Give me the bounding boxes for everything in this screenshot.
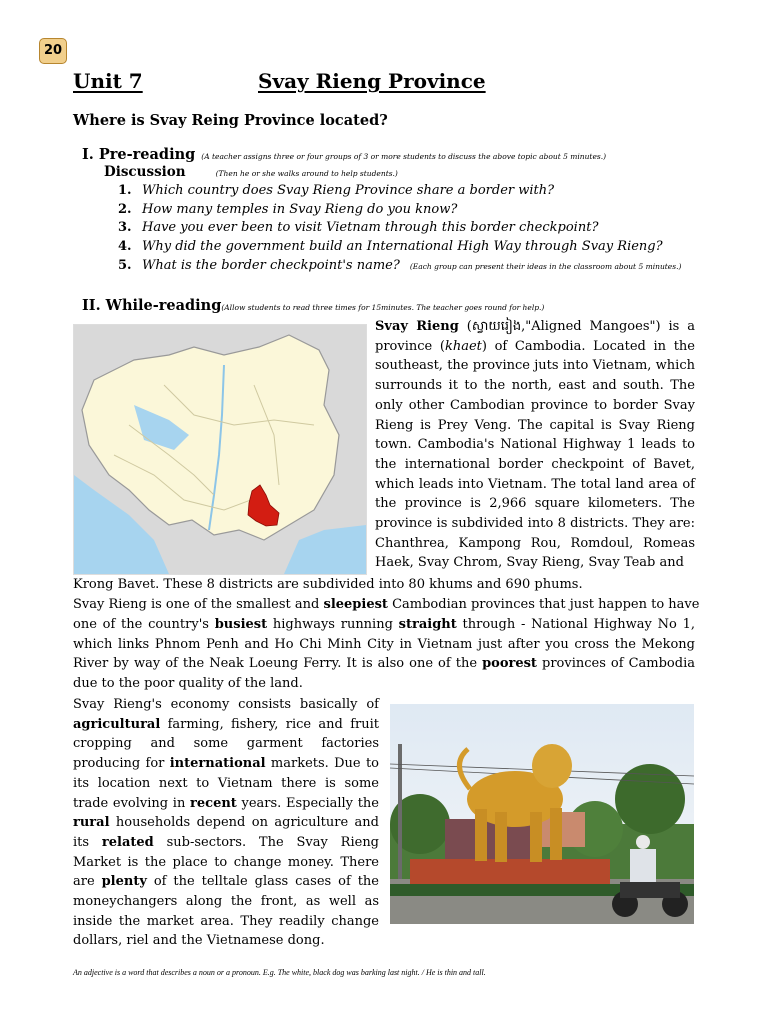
list-item: 1. Which country does Svay Rieng Province share a border with? xyxy=(118,183,555,198)
cambodia-map-image xyxy=(73,324,367,575)
page-number-badge: 20 xyxy=(39,38,67,64)
pre-reading-questions xyxy=(118,183,681,276)
list-item: 3. Have you ever been to visit Vietnam through this border checkpoint? xyxy=(118,220,599,236)
paragraph-2-line: Svay Rieng is one of the smallest and sleepiest Cambodian provinces that just happen to have xyxy=(73,597,700,612)
paragraph-2-line: one of the country's busiest highways running straight through - National Highway No 1, xyxy=(73,617,695,632)
paragraph-2-line: River by way of the Neak Loeung Ferry. It is also one of the poorest provinces of Cambodia xyxy=(73,656,695,671)
group-present-note: (Each group can present their ideas in the classroom about 5 minutes.) xyxy=(409,261,682,271)
while-reading-heading xyxy=(82,297,544,314)
pre-reading-note: (A teacher assigns three or four groups of 3 or more students to discuss the above topic about 5 minutes.) xyxy=(201,152,607,161)
unit-label: Unit 7 xyxy=(73,69,143,93)
intro-paragraph: Svay Rieng (ស្វាយរៀង,"Aligned Mangoes") is a province (khaet) of Cambodia. Located in the southeast, the province juts into Vietnam, which surrounds it to the north, east and south. The only other Cambodian province to border Svay Rieng is Prey Veng. The capital is Svay Rieng town. Cambodia's National Highway 1 leads to the international border checkpoint of Bavet, which leads into Vietnam. The total land area of the province is 2,966 square kilometers. The province is subdivided into 8 districts. They are: Chanthrea, Kampong Rou, Romdoul, Romeas Haek, Svay Chrom, Svay Rieng, Svay Teab and xyxy=(375,319,695,571)
list-item: 4. Why did the government build an International High Way through Svay Rieng? xyxy=(118,239,663,255)
pre-reading-title: I. Pre-reading xyxy=(82,146,196,163)
economy-paragraph: Svay Rieng's economy consists basically of agricultural farming, fishery, rice and fruit cropping and some garment factories producing for international markets. Due to its location next to Vietnam there is some trade evolving in recent years. Especially the rural households depend on agriculture and its related sub-sectors. The Svay Rieng Market is the place to change money. There are plenty of the telltale glass cases of the moneychangers along the front, as well as inside the market area. They readily change dollars, riel and the Vietnamese dong. xyxy=(73,697,380,949)
pre-reading-heading xyxy=(82,146,606,163)
intro-paragraph-tail: Krong Bavet. These 8 districts are subdivided into 80 khums and 690 phums. xyxy=(73,577,583,592)
paragraph-2-line: which links Phnom Penh and Ho Chi Minh City in Vietnam just after you cross the Mekong xyxy=(73,637,695,652)
list-item: 2. How many temples in Svay Rieng do you know? xyxy=(118,201,458,217)
discussion-note: (Then he or she walks around to help students.) xyxy=(215,169,398,178)
discussion-heading xyxy=(104,164,398,180)
list-item: 5. What is the border checkpoint's name? (Each group can present their ideas in the classroom about 5 minutes.) xyxy=(118,257,682,273)
unit-title: Svay Rieng Province xyxy=(258,69,486,93)
paragraph-2-line: due to the poor quality of the land. xyxy=(73,676,303,691)
while-reading-title: II. While-reading xyxy=(82,297,222,314)
footer-note: An adjective is a word that describes a noun or a pronoun. E.g. The white, black dog was barking last night. / He is thin and tall. xyxy=(73,968,486,977)
golden-statue-photo xyxy=(390,704,694,924)
discussion-label: Discussion xyxy=(104,164,186,180)
while-reading-note: (Allow students to read three times for 15minutes. The teacher goes round for help.) xyxy=(221,303,545,312)
province-name: Svay Rieng xyxy=(375,319,459,334)
main-question: Where is Svay Reing Province located? xyxy=(73,112,388,129)
